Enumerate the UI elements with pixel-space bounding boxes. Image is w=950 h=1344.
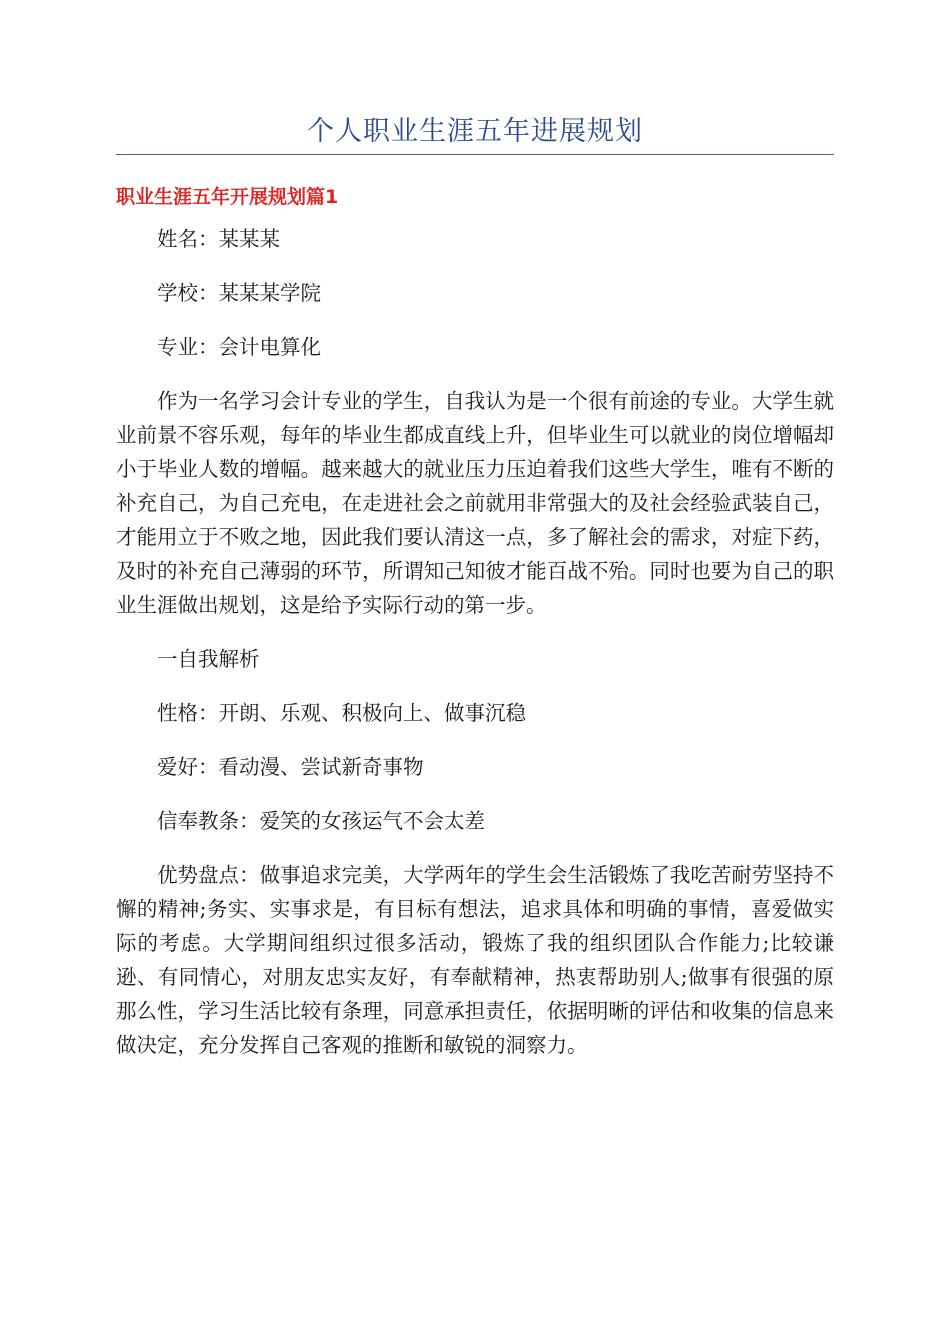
section-heading: 职业生涯五年开展规划篇1 <box>116 186 339 208</box>
document-title: 个人职业生涯五年进展规划 <box>307 116 643 147</box>
paragraph-name: 姓名：某某某 <box>157 227 280 251</box>
paragraph-self-analysis-heading: 一自我解析 <box>157 647 260 671</box>
paragraph-hobbies: 爱好：看动漫、尝试新奇事物 <box>157 755 424 779</box>
paragraph-school: 学校：某某某学院 <box>157 281 321 305</box>
paragraph-motto: 信奉教条：爱笑的女孩运气不会太差 <box>157 809 485 833</box>
document-body <box>116 222 834 1082</box>
title-underline <box>116 154 834 155</box>
paragraph-intro: 作为一名学习会计专业的学生，自我认为是一个很有前途的专业。大学生就业前景不容乐观，每年的毕业生都成直线上升，但毕业生可以就业的岗位增幅却小于毕业人数的增幅。越来越大的就业压力压迫着我们这些大学生，唯有不断的补充自己，为自己充电，在走进社会之前就用非常强大的及社会经验武装自己，才能用立于不败之地，因此我们要认清这一点，多了解社会的需求，对症下药，及时的补充自己薄弱的环节，所谓知己知彼才能百战不殆。同时也要为自己的职业生涯做出规划，这是给予实际行动的第一步。 <box>116 389 834 617</box>
paragraph-personality: 性格：开朗、乐观、积极向上、做事沉稳 <box>157 701 526 725</box>
paragraph-major: 专业：会计电算化 <box>157 335 321 359</box>
paragraph-strengths: 优势盘点：做事追求完美，大学两年的学生会生活锻炼了我吃苦耐劳坚持不懈的精神;务实、实事求是，有目标有想法，追求具体和明确的事情，喜爱做实际的考虑。大学期间组织过很多活动，锻炼了我的组织团队合作能力;比较谦逊、有同情心，对朋友忠实友好，有奉献精神，热衷帮助别人;做事有很强的原那么性，学习生活比较有条理，同意承担责任，依据明晰的评估和收集的信息来做决定，充分发挥自己客观的推断和敏锐的洞察力。 <box>116 863 834 1057</box>
